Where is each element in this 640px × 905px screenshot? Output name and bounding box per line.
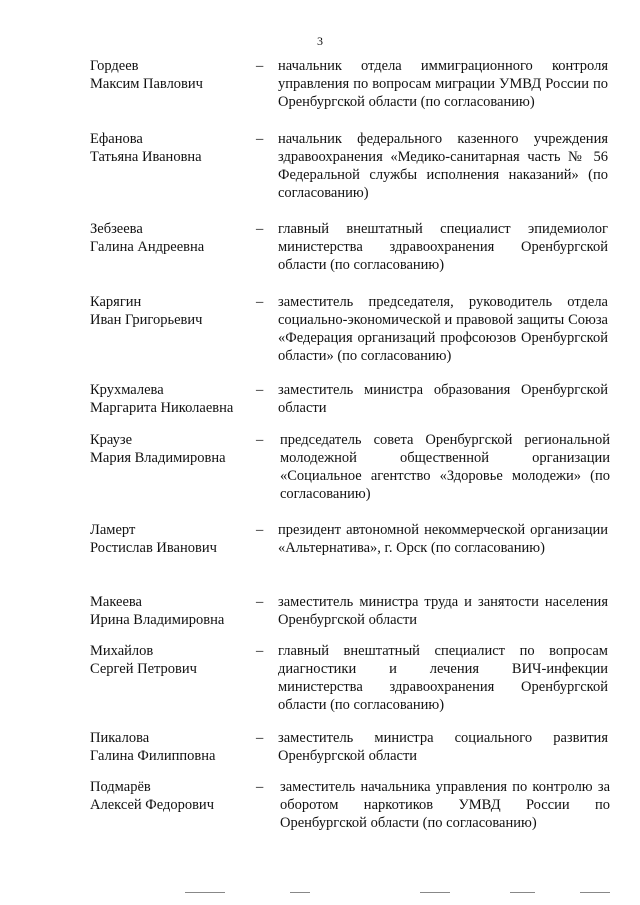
given-names: Мария Владимировна	[90, 450, 226, 466]
given-names: Галина Андреевна	[90, 239, 205, 255]
dash: –	[256, 131, 264, 147]
person-name	[90, 642, 255, 678]
position-description: начальник отдела иммиграционного контроля управления по вопросам миграции УМВД России по Оренбургской области (по согласованию)	[278, 58, 608, 110]
position-description: президент автономной некоммерческой организации «Альтернатива», г. Орск (по согласованию)	[278, 522, 608, 556]
person-name	[90, 729, 255, 765]
person-name	[90, 778, 255, 814]
dash: –	[256, 730, 264, 746]
scan-mark	[510, 892, 535, 893]
surname: Подмарёв	[90, 779, 151, 795]
surname: Краузе	[90, 432, 133, 448]
person-name	[90, 220, 255, 256]
dash: –	[256, 58, 264, 74]
surname: Ламерт	[90, 522, 136, 538]
person-name	[90, 57, 255, 93]
dash: –	[256, 294, 264, 310]
surname: Пикалова	[90, 730, 150, 746]
surname: Михайлов	[90, 643, 154, 659]
dash: –	[256, 382, 264, 398]
person-name	[90, 593, 255, 629]
dash: –	[256, 221, 264, 237]
given-names: Ростислав Иванович	[90, 540, 217, 556]
given-names: Иван Григорьевич	[90, 312, 203, 328]
scan-mark	[290, 892, 310, 893]
surname: Зебзеева	[90, 221, 143, 237]
footer-scan-marks	[90, 890, 610, 896]
position-description: заместитель председателя, руководитель отдела социально-экономической и правовой защиты Союза «Федерация организаций профсоюзов Оренбургской области» (по согласованию)	[278, 294, 608, 364]
given-names: Сергей Петрович	[90, 661, 197, 677]
position-description: заместитель начальника управления по контролю за оборотом наркотиков УМВД России по Оренбургской области (по согласованию)	[280, 779, 610, 831]
position-description: председатель совета Оренбургской региональной молодежной общественной организации «Социальное агентство «Здоровье молодежи» (по согласованию)	[280, 432, 610, 502]
position-description: заместитель министра социального развития Оренбургской области	[278, 730, 608, 764]
dash: –	[256, 779, 264, 795]
surname: Гордеев	[90, 58, 139, 74]
given-names: Маргарита Николаевна	[90, 400, 234, 416]
given-names: Алексей Федорович	[90, 797, 214, 813]
dash: –	[256, 432, 264, 448]
dash: –	[256, 594, 264, 610]
surname: Крухмалева	[90, 382, 164, 398]
position-description: главный внештатный специалист по вопросам диагностики и лечения ВИЧ-инфекции министерства здравоохранения Оренбургской области (по согласованию)	[278, 643, 608, 713]
page-number: 3	[317, 34, 323, 48]
scan-mark	[420, 892, 450, 893]
position-description: главный внештатный специалист эпидемиолог министерства здравоохранения Оренбургской области (по согласованию)	[278, 221, 608, 273]
surname: Ефанова	[90, 131, 143, 147]
dash: –	[256, 522, 264, 538]
position-description: заместитель министра образования Оренбургской области	[278, 382, 608, 416]
given-names: Галина Филипповна	[90, 748, 216, 764]
given-names: Ирина Владимировна	[90, 612, 225, 628]
person-name	[90, 381, 255, 417]
person-name	[90, 130, 255, 166]
position-description: начальник федерального казенного учреждения здравоохранения «Медико-санитарная часть № 56 Федеральной службы исполнения наказаний» (по согласованию)	[278, 131, 608, 201]
given-names: Татьяна Ивановна	[90, 149, 202, 165]
position-description: заместитель министра труда и занятости населения Оренбургской области	[278, 594, 608, 628]
person-name	[90, 521, 255, 557]
given-names: Максим Павлович	[90, 76, 203, 92]
scan-mark	[580, 892, 610, 893]
person-name	[90, 293, 255, 329]
scan-mark	[185, 892, 225, 893]
person-name	[90, 431, 255, 467]
dash: –	[256, 643, 264, 659]
surname: Карягин	[90, 294, 142, 310]
surname: Макеева	[90, 594, 142, 610]
